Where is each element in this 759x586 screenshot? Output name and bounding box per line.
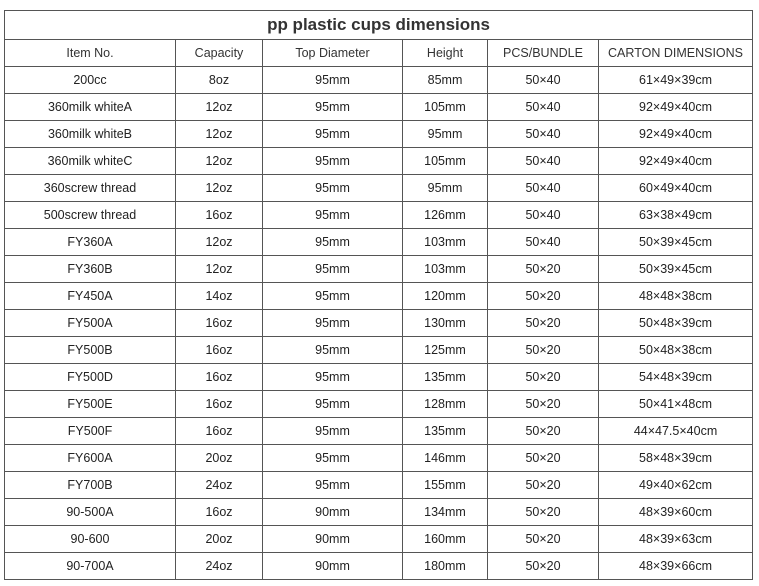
- cell-item-no: 90-700A: [5, 553, 176, 580]
- cell-pcs-bundle: 50×40: [488, 94, 599, 121]
- cell-item-no: FY500A: [5, 310, 176, 337]
- cell-item-no: 200cc: [5, 67, 176, 94]
- cell-pcs-bundle: 50×20: [488, 445, 599, 472]
- cell-capacity: 16oz: [176, 202, 263, 229]
- cell-pcs-bundle: 50×40: [488, 148, 599, 175]
- cell-top-diameter: 95mm: [263, 148, 403, 175]
- cell-height: 95mm: [403, 175, 488, 202]
- cell-height: 134mm: [403, 499, 488, 526]
- cell-capacity: 12oz: [176, 121, 263, 148]
- cell-pcs-bundle: 50×20: [488, 499, 599, 526]
- cell-item-no: 90-600: [5, 526, 176, 553]
- cell-carton-dimensions: 49×40×62cm: [599, 472, 753, 499]
- cell-top-diameter: 95mm: [263, 229, 403, 256]
- cell-top-diameter: 95mm: [263, 337, 403, 364]
- cell-capacity: 20oz: [176, 526, 263, 553]
- table-row: [5, 337, 753, 364]
- cell-height: 85mm: [403, 67, 488, 94]
- cell-capacity: 16oz: [176, 391, 263, 418]
- cell-capacity: 14oz: [176, 283, 263, 310]
- cell-pcs-bundle: 50×40: [488, 229, 599, 256]
- cell-top-diameter: 95mm: [263, 391, 403, 418]
- cell-item-no: FY700B: [5, 472, 176, 499]
- cell-height: 120mm: [403, 283, 488, 310]
- cell-carton-dimensions: 61×49×39cm: [599, 67, 753, 94]
- header-height: Height: [403, 40, 488, 67]
- cell-carton-dimensions: 92×49×40cm: [599, 121, 753, 148]
- cell-pcs-bundle: 50×20: [488, 391, 599, 418]
- spec-table-wrapper: [4, 10, 752, 580]
- table-row: [5, 67, 753, 94]
- table-row: [5, 499, 753, 526]
- cell-carton-dimensions: 92×49×40cm: [599, 94, 753, 121]
- cell-carton-dimensions: 48×39×63cm: [599, 526, 753, 553]
- cell-capacity: 12oz: [176, 229, 263, 256]
- cell-top-diameter: 95mm: [263, 121, 403, 148]
- cell-height: 180mm: [403, 553, 488, 580]
- table-title-row: [5, 11, 753, 40]
- cell-top-diameter: 90mm: [263, 553, 403, 580]
- table-row: [5, 310, 753, 337]
- cell-height: 103mm: [403, 229, 488, 256]
- cell-capacity: 12oz: [176, 256, 263, 283]
- cell-carton-dimensions: 50×39×45cm: [599, 229, 753, 256]
- cell-top-diameter: 95mm: [263, 67, 403, 94]
- cell-carton-dimensions: 58×48×39cm: [599, 445, 753, 472]
- cell-capacity: 12oz: [176, 175, 263, 202]
- cell-carton-dimensions: 50×48×38cm: [599, 337, 753, 364]
- cell-height: 105mm: [403, 94, 488, 121]
- cell-capacity: 20oz: [176, 445, 263, 472]
- header-pcs-bundle: PCS/BUNDLE: [488, 40, 599, 67]
- cell-top-diameter: 95mm: [263, 256, 403, 283]
- cell-top-diameter: 90mm: [263, 499, 403, 526]
- cell-pcs-bundle: 50×40: [488, 202, 599, 229]
- cell-height: 103mm: [403, 256, 488, 283]
- cell-top-diameter: 95mm: [263, 94, 403, 121]
- cell-capacity: 16oz: [176, 499, 263, 526]
- cell-height: 135mm: [403, 418, 488, 445]
- cell-pcs-bundle: 50×20: [488, 283, 599, 310]
- cell-top-diameter: 95mm: [263, 202, 403, 229]
- cell-pcs-bundle: 50×20: [488, 418, 599, 445]
- cell-height: 128mm: [403, 391, 488, 418]
- table-row: [5, 526, 753, 553]
- header-capacity: Capacity: [176, 40, 263, 67]
- cell-carton-dimensions: 92×49×40cm: [599, 148, 753, 175]
- cup-dimensions-table: [4, 10, 753, 580]
- cell-pcs-bundle: 50×20: [488, 310, 599, 337]
- cell-item-no: FY500D: [5, 364, 176, 391]
- cell-height: 160mm: [403, 526, 488, 553]
- cell-item-no: FY360A: [5, 229, 176, 256]
- cell-capacity: 24oz: [176, 472, 263, 499]
- cell-pcs-bundle: 50×20: [488, 553, 599, 580]
- cell-carton-dimensions: 48×48×38cm: [599, 283, 753, 310]
- cell-carton-dimensions: 50×39×45cm: [599, 256, 753, 283]
- cell-item-no: 90-500A: [5, 499, 176, 526]
- cell-capacity: 16oz: [176, 337, 263, 364]
- cell-carton-dimensions: 63×38×49cm: [599, 202, 753, 229]
- table-row: [5, 364, 753, 391]
- header-carton-dimensions: CARTON DIMENSIONS: [599, 40, 753, 67]
- cell-capacity: 16oz: [176, 364, 263, 391]
- cell-capacity: 16oz: [176, 418, 263, 445]
- header-top-diameter: Top Diameter: [263, 40, 403, 67]
- cell-carton-dimensions: 60×49×40cm: [599, 175, 753, 202]
- cell-height: 125mm: [403, 337, 488, 364]
- cell-top-diameter: 95mm: [263, 472, 403, 499]
- cell-item-no: 360milk whiteC: [5, 148, 176, 175]
- table-row: [5, 445, 753, 472]
- cell-capacity: 12oz: [176, 94, 263, 121]
- cell-item-no: FY500E: [5, 391, 176, 418]
- cell-height: 105mm: [403, 148, 488, 175]
- table-row: [5, 94, 753, 121]
- cell-height: 126mm: [403, 202, 488, 229]
- table-row: [5, 391, 753, 418]
- cell-top-diameter: 90mm: [263, 526, 403, 553]
- cell-top-diameter: 95mm: [263, 283, 403, 310]
- cell-top-diameter: 95mm: [263, 445, 403, 472]
- cell-item-no: FY600A: [5, 445, 176, 472]
- cell-item-no: 360milk whiteB: [5, 121, 176, 148]
- cell-item-no: 500screw thread: [5, 202, 176, 229]
- cell-carton-dimensions: 48×39×60cm: [599, 499, 753, 526]
- table-row: [5, 148, 753, 175]
- cell-item-no: FY500F: [5, 418, 176, 445]
- cell-carton-dimensions: 50×48×39cm: [599, 310, 753, 337]
- cell-carton-dimensions: 50×41×48cm: [599, 391, 753, 418]
- table-row: [5, 229, 753, 256]
- table-row: [5, 472, 753, 499]
- cell-pcs-bundle: 50×40: [488, 121, 599, 148]
- cell-item-no: FY360B: [5, 256, 176, 283]
- cell-height: 155mm: [403, 472, 488, 499]
- cell-height: 135mm: [403, 364, 488, 391]
- cell-height: 146mm: [403, 445, 488, 472]
- cell-item-no: FY500B: [5, 337, 176, 364]
- cell-height: 95mm: [403, 121, 488, 148]
- cell-top-diameter: 95mm: [263, 418, 403, 445]
- cell-pcs-bundle: 50×20: [488, 472, 599, 499]
- cell-carton-dimensions: 54×48×39cm: [599, 364, 753, 391]
- cell-pcs-bundle: 50×20: [488, 337, 599, 364]
- cell-height: 130mm: [403, 310, 488, 337]
- cell-top-diameter: 95mm: [263, 364, 403, 391]
- cell-pcs-bundle: 50×40: [488, 67, 599, 94]
- cell-top-diameter: 95mm: [263, 310, 403, 337]
- cell-carton-dimensions: 44×47.5×40cm: [599, 418, 753, 445]
- table-body: [5, 67, 753, 580]
- cell-pcs-bundle: 50×20: [488, 256, 599, 283]
- cell-pcs-bundle: 50×40: [488, 175, 599, 202]
- table-row: [5, 121, 753, 148]
- cell-pcs-bundle: 50×20: [488, 364, 599, 391]
- table-row: [5, 553, 753, 580]
- cell-item-no: 360screw thread: [5, 175, 176, 202]
- table-row: [5, 283, 753, 310]
- table-header-row: [5, 40, 753, 67]
- cell-capacity: 16oz: [176, 310, 263, 337]
- table-title: pp plastic cups dimensions: [5, 11, 753, 40]
- table-row: [5, 256, 753, 283]
- table-row: [5, 418, 753, 445]
- cell-item-no: FY450A: [5, 283, 176, 310]
- cell-capacity: 24oz: [176, 553, 263, 580]
- cell-capacity: 12oz: [176, 148, 263, 175]
- header-item-no: Item No.: [5, 40, 176, 67]
- cell-item-no: 360milk whiteA: [5, 94, 176, 121]
- table-row: [5, 202, 753, 229]
- table-row: [5, 175, 753, 202]
- cell-pcs-bundle: 50×20: [488, 526, 599, 553]
- cell-carton-dimensions: 48×39×66cm: [599, 553, 753, 580]
- cell-top-diameter: 95mm: [263, 175, 403, 202]
- cell-capacity: 8oz: [176, 67, 263, 94]
